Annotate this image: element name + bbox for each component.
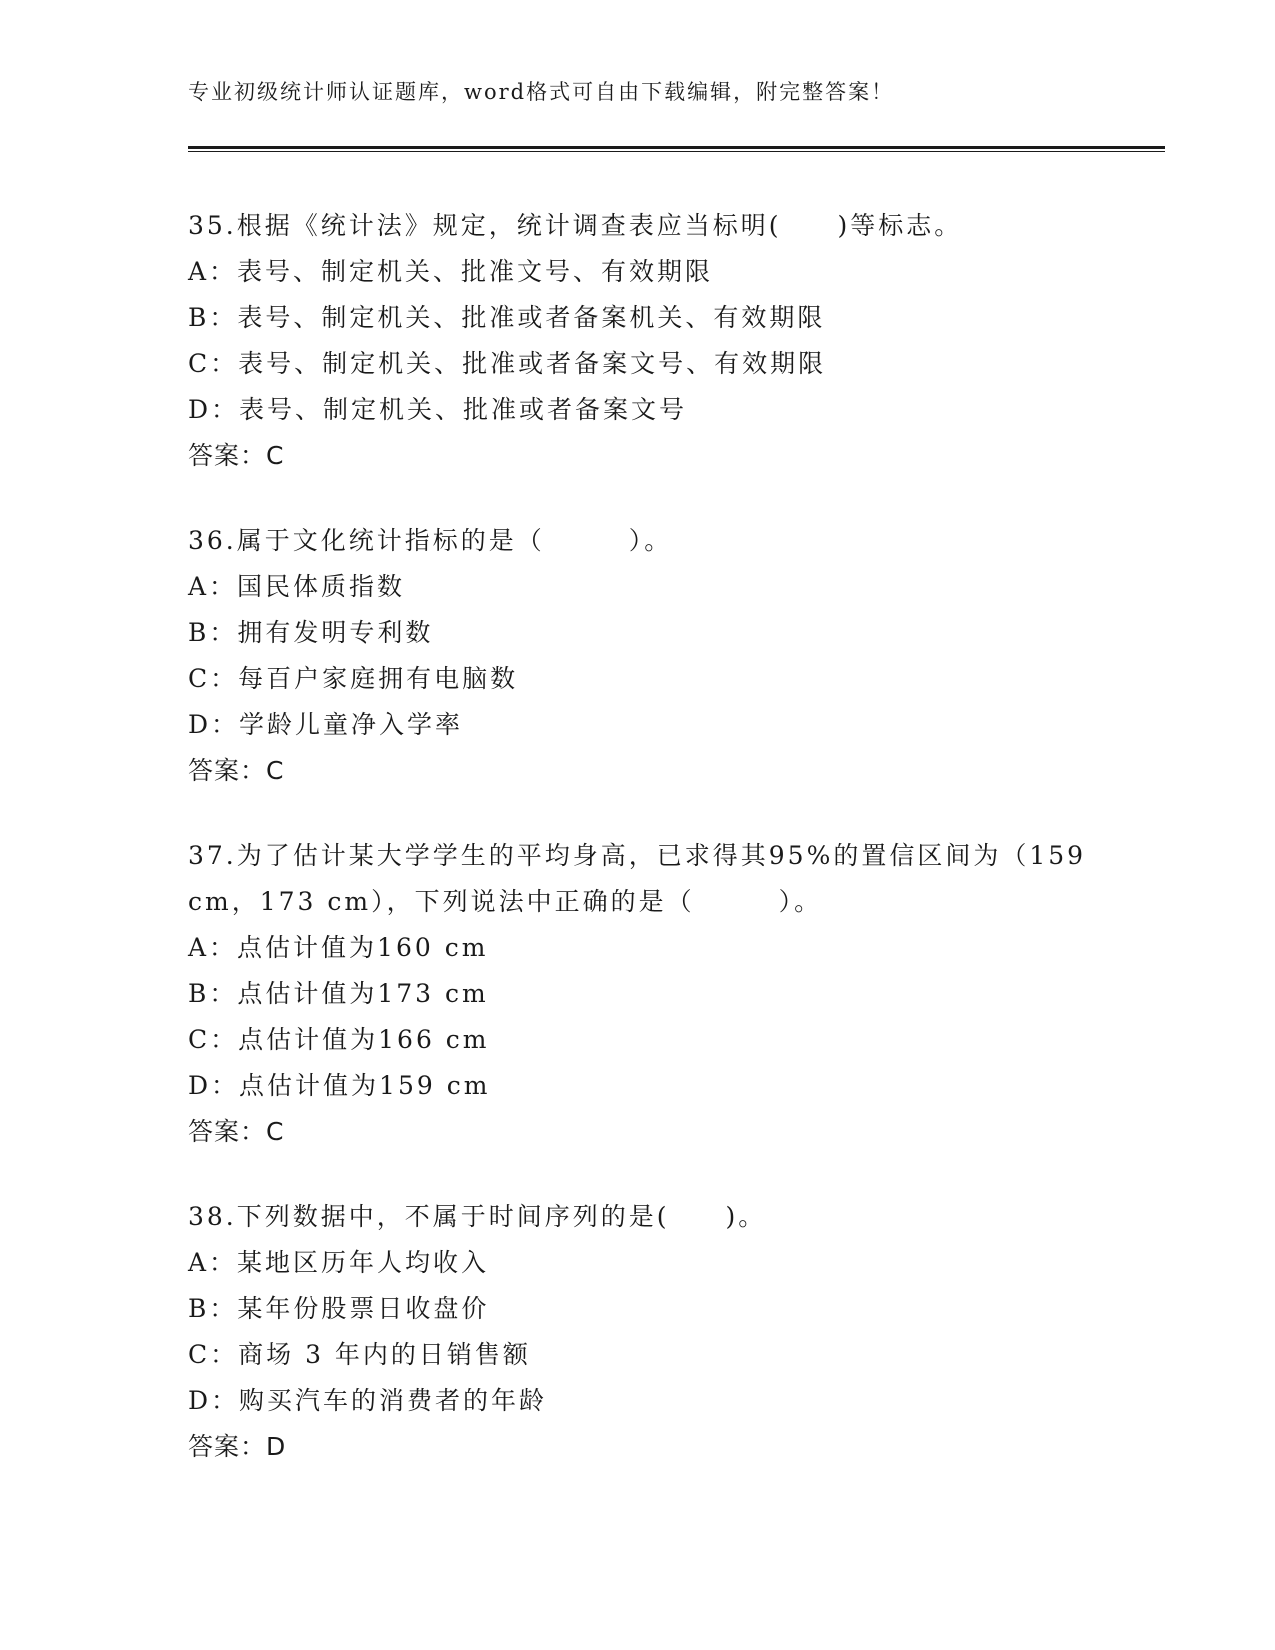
option-d: D：购买汽车的消费者的年龄 <box>188 1386 548 1415</box>
option-c: C：商场 3 年内的日销售额 <box>188 1340 531 1369</box>
answer-line: 答案：D <box>188 1432 287 1461</box>
option-c: C：点估计值为166 cm <box>188 1025 490 1054</box>
option-b: B：拥有发明专利数 <box>188 618 434 647</box>
question-stem: 37.为了估计某大学学生的平均身高，已求得其95%的置信区间为（159 <box>188 841 1087 870</box>
option-d: D：点估计值为159 cm <box>188 1071 491 1100</box>
question-stem: 38.下列数据中，不属于时间序列的是( )。 <box>188 1202 767 1231</box>
option-b: B：表号、制定机关、批准或者备案机关、有效期限 <box>188 303 826 332</box>
question-stem-continued: cm，173 cm），下列说法中正确的是（ ）。 <box>188 887 823 916</box>
question-35 <box>188 203 1088 479</box>
option-c: C：每百户家庭拥有电脑数 <box>188 664 519 693</box>
option-b: B：某年份股票日收盘价 <box>188 1294 490 1323</box>
option-d: D：表号、制定机关、批准或者备案文号 <box>188 395 688 424</box>
option-a: A：点估计值为160 cm <box>188 933 489 962</box>
question-stem: 35.根据《统计法》规定，统计调查表应当标明( )等标志。 <box>188 211 963 240</box>
answer-line: 答案：C <box>188 441 285 470</box>
question-36 <box>188 518 1088 794</box>
question-38 <box>188 1194 1088 1470</box>
page-header: 专业初级统计师认证题库，word格式可自由下载编辑，附完整答案！ <box>188 80 895 104</box>
question-37 <box>188 833 1088 1155</box>
answer-line: 答案：C <box>188 1117 285 1146</box>
option-c: C：表号、制定机关、批准或者备案文号、有效期限 <box>188 349 827 378</box>
option-a: A：表号、制定机关、批准文号、有效期限 <box>188 257 714 286</box>
question-stem: 36.属于文化统计指标的是（ ）。 <box>188 526 673 555</box>
option-d: D：学龄儿童净入学率 <box>188 710 464 739</box>
answer-line: 答案：C <box>188 756 285 785</box>
option-a: A：某地区历年人均收入 <box>188 1248 490 1277</box>
option-b: B：点估计值为173 cm <box>188 979 489 1008</box>
header-rule-thin <box>188 151 1165 152</box>
question-list <box>188 203 1088 1509</box>
header-rule-thick <box>188 146 1165 149</box>
option-a: A：国民体质指数 <box>188 572 406 601</box>
